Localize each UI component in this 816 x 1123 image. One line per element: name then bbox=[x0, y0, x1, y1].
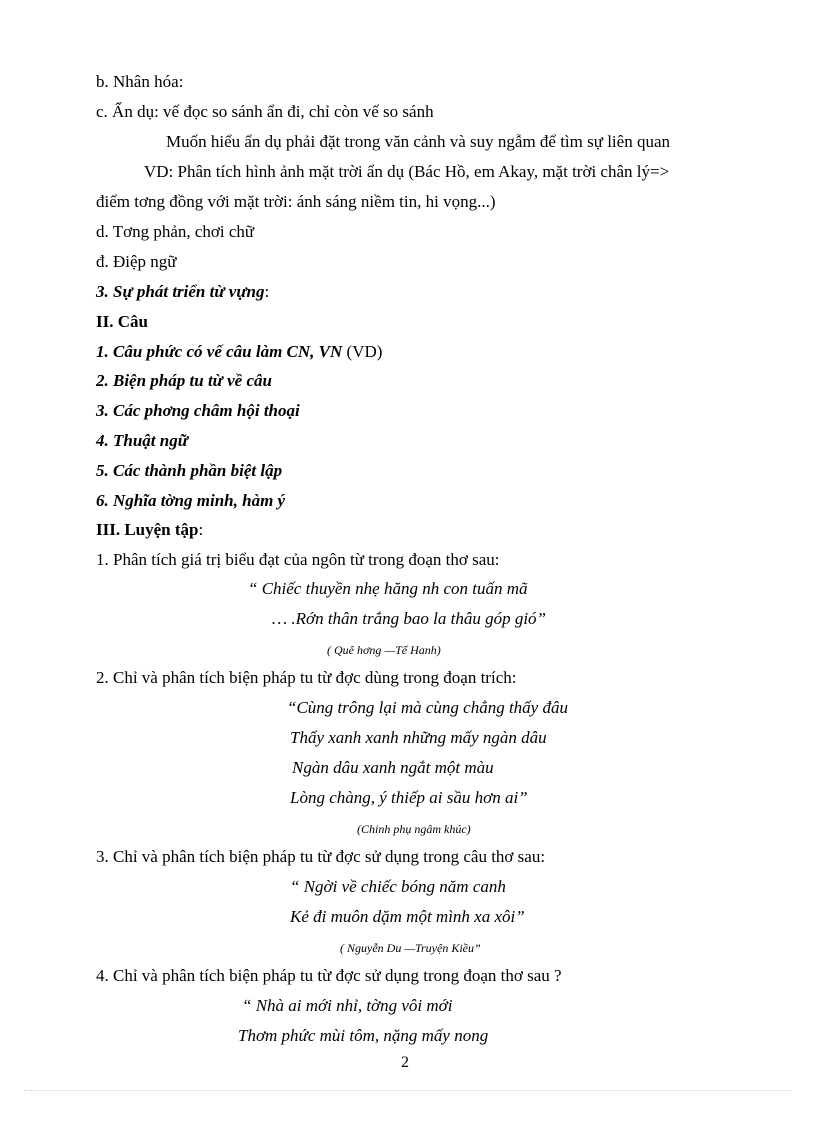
item-d-contrast: d. Tơng phản, chơi chữ bbox=[96, 222, 255, 241]
item-b-personification: b. Nhân hóa: bbox=[96, 72, 184, 91]
poem-4-line-2: Thơm phức mùi tôm, nặng mấy nong bbox=[238, 1026, 489, 1045]
poem-2-line-1: “Cùng trông lại mà cùng chẳng thấy đâu bbox=[287, 698, 568, 717]
item-c-metaphor: c. Ẩn dụ: vế đọc so sánh ẩn đi, chỉ còn vế so sánh bbox=[96, 102, 434, 121]
item-conversation-maxims: 3. Các phơng châm hội thoại bbox=[96, 401, 300, 420]
example-line-2: điểm tơng đồng với mặt trời: ánh sáng niềm tin, hi vọng...) bbox=[96, 192, 496, 211]
complex-sentence-vd: (VD) bbox=[342, 342, 383, 361]
poem-3-line-2: Kẻ đi muôn dặm một mình xa xôi” bbox=[290, 907, 525, 926]
poem-2-citation: (Chinh phụ ngâm khúc) bbox=[357, 822, 471, 836]
poem-4-line-1: “ Nhà ai mới nhỉ, tờng vôi mới bbox=[242, 996, 453, 1015]
page-number: 2 bbox=[401, 1054, 409, 1071]
section-iii-text: III. Luyện tập bbox=[96, 520, 199, 539]
exercise-4: 4. Chỉ và phân tích biện pháp tu từ đợc sử dụng trong đoạn thơ sau ? bbox=[96, 966, 562, 985]
exercise-3: 3. Chỉ và phân tích biện pháp tu từ đợc sử dụng trong câu thơ sau: bbox=[96, 847, 546, 866]
poem-2-line-4: Lòng chàng, ý thiếp ai sầu hơn ai” bbox=[290, 788, 528, 807]
item-rhetoric-sentence: 2. Biện pháp tu từ về câu bbox=[96, 371, 272, 390]
heading-vocabulary-development bbox=[96, 281, 269, 303]
section-iii-title bbox=[96, 519, 203, 541]
item-terminology: 4. Thuật ngữ bbox=[96, 431, 188, 450]
page-bottom-divider bbox=[24, 1090, 792, 1091]
exercise-1: 1. Phân tích giá trị biểu đạt của ngôn từ trong đoạn thơ sau: bbox=[96, 550, 500, 569]
item-dd-repetition: đ. Điệp ngữ bbox=[96, 252, 177, 271]
exercise-2: 2. Chỉ và phân tích biện pháp tu từ đợc dùng trong đoạn trích: bbox=[96, 668, 517, 687]
poem-3-line-1: “ Ngời về chiếc bóng năm canh bbox=[290, 877, 506, 896]
section-ii-title: II. Câu bbox=[96, 312, 148, 331]
poem-1-line-2: … .Rớn thân trắng bao la thâu góp gió” bbox=[272, 609, 547, 628]
poem-3-citation: ( Nguyễn Du —Truyện Kiều” bbox=[340, 941, 481, 955]
section-iii-colon: : bbox=[198, 520, 204, 539]
metaphor-explanation: Muốn hiểu ẩn dụ phải đặt trong văn cảnh và suy ngẫm để tìm sự liên quan bbox=[166, 132, 670, 151]
item-explicit-implicit: 6. Nghĩa tờng minh, hàm ý bbox=[96, 491, 286, 510]
heading-vocabulary-text: 3. Sự phát triển từ vựng bbox=[96, 282, 265, 301]
poem-2-line-3: Ngàn dâu xanh ngắt một màu bbox=[292, 758, 494, 777]
item-complex-sentence bbox=[96, 341, 382, 363]
example-line-1: VD: Phân tích hình ảnh mặt trời ẩn dụ (Bác Hồ, em Akay, mặt trời chân lý=> bbox=[144, 162, 670, 181]
poem-1-line-1: “ Chiếc thuyền nhẹ hăng nh con tuấn mã bbox=[248, 579, 528, 598]
poem-2-line-2: Thấy xanh xanh những mấy ngàn dâu bbox=[290, 728, 547, 747]
complex-sentence-text: 1. Câu phức có vế câu làm CN, VN bbox=[96, 342, 343, 361]
heading-vocabulary-colon: : bbox=[264, 282, 270, 301]
poem-1-citation: ( Quê hơng —Tế Hanh) bbox=[327, 643, 441, 657]
item-independent-components: 5. Các thành phần biệt lập bbox=[96, 461, 283, 480]
